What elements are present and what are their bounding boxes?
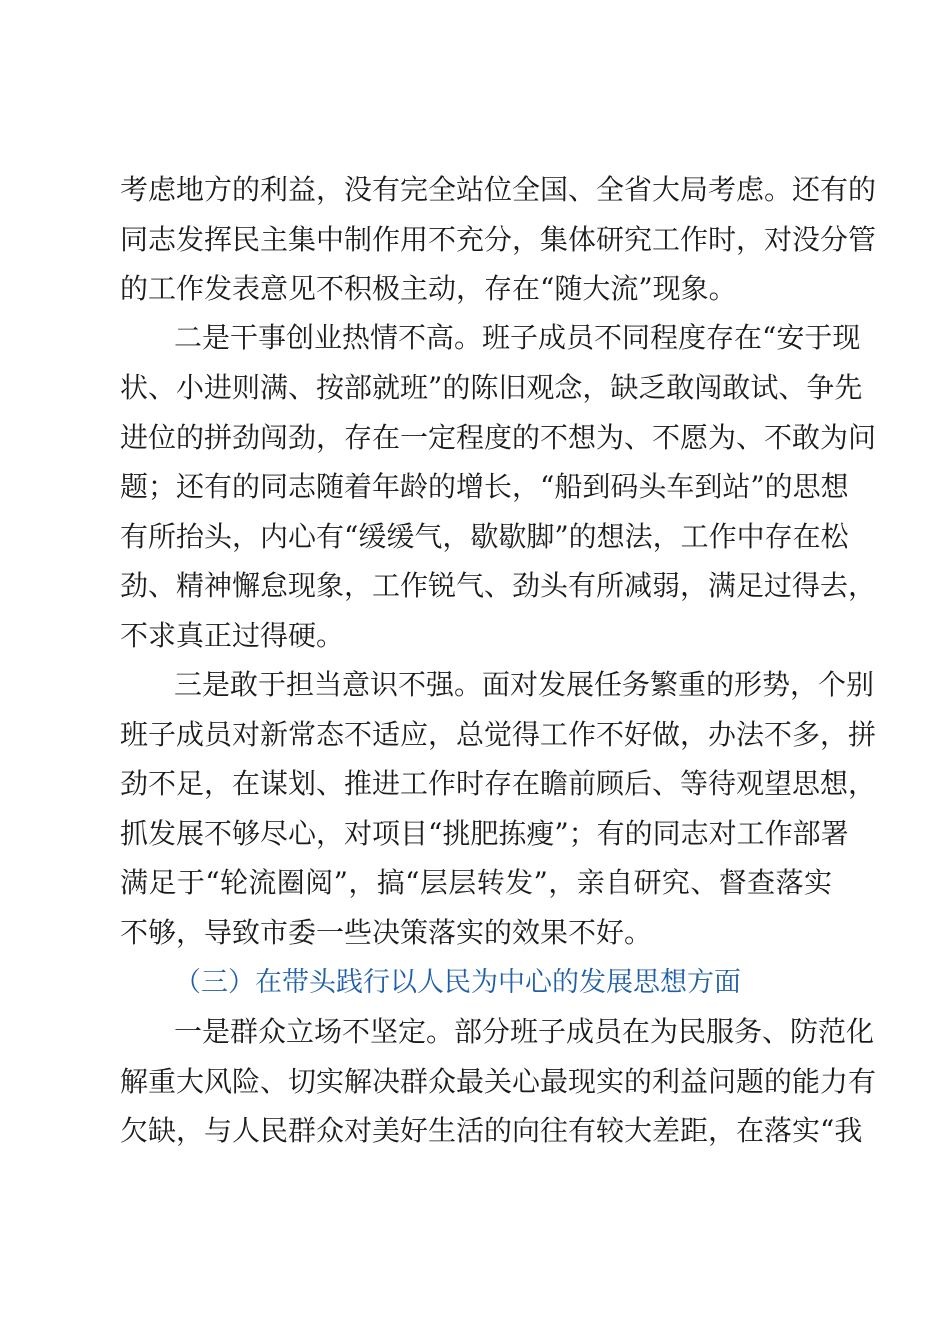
text-line: 不够，导致市委一些决策落实的效果不好。 (120, 916, 653, 949)
text-line: 同志发挥民主集中制作用不充分，集体研究工作时，对没分管 (120, 223, 877, 256)
text-line: 欠缺，与人民群众对美好生活的向往有较大差距，在落实“我 (120, 1114, 863, 1147)
text-line: 班子成员对新常态不适应，总觉得工作不好做，办法不多，拼 (120, 718, 877, 751)
paragraph-first-line: 一是群众立场不坚定。部分班子成员在为民服务、防范化 (174, 1015, 875, 1048)
text-line: 状、小进则满、按部就班”的陈旧观念，缺乏敢闯敢试、争先 (120, 371, 863, 404)
paragraph-first-line: 二是干事创业热情不高。班子成员不同程度存在“安于现 (174, 321, 861, 354)
text-line: 有所抬头，内心有“缓缓气，歇歇脚”的想法，工作中存在松 (120, 520, 849, 553)
section-heading: （三）在带头践行以人民为中心的发展思想方面 (174, 967, 741, 998)
text-line: 进位的拼劲闯劲，存在一定程度的不想为、不愿为、不敢为问 (120, 421, 877, 454)
text-line: 的工作发表意见不积极主动，存在“随大流”现象。 (120, 272, 737, 305)
text-line: 题；还有的同志随着年龄的增长，“船到码头车到站”的思想 (120, 470, 849, 503)
paragraph-first-line: 三是敢于担当意识不强。面对发展任务繁重的形势，个别 (174, 668, 875, 701)
text-line: 解重大风险、切实解决群众最关心最现实的利益问题的能力有 (120, 1065, 877, 1098)
text-line: 考虑地方的利益，没有完全站位全国、全省大局考虑。还有的 (120, 173, 877, 206)
text-line: 满足于“轮流圈阅”，搞“层层转发”，亲自研究、督查落实 (120, 866, 832, 899)
text-line: 不求真正过得硬。 (120, 619, 345, 652)
text-line: 抓发展不够尽心，对项目“挑肥拣瘦”；有的同志对工作部署 (120, 817, 849, 850)
text-line: 劲不足，在谋划、推进工作时存在瞻前顾后、等待观望思想， (120, 767, 877, 800)
text-line: 劲、精神懈怠现象，工作锐气、劲头有所减弱，满足过得去， (120, 569, 877, 602)
